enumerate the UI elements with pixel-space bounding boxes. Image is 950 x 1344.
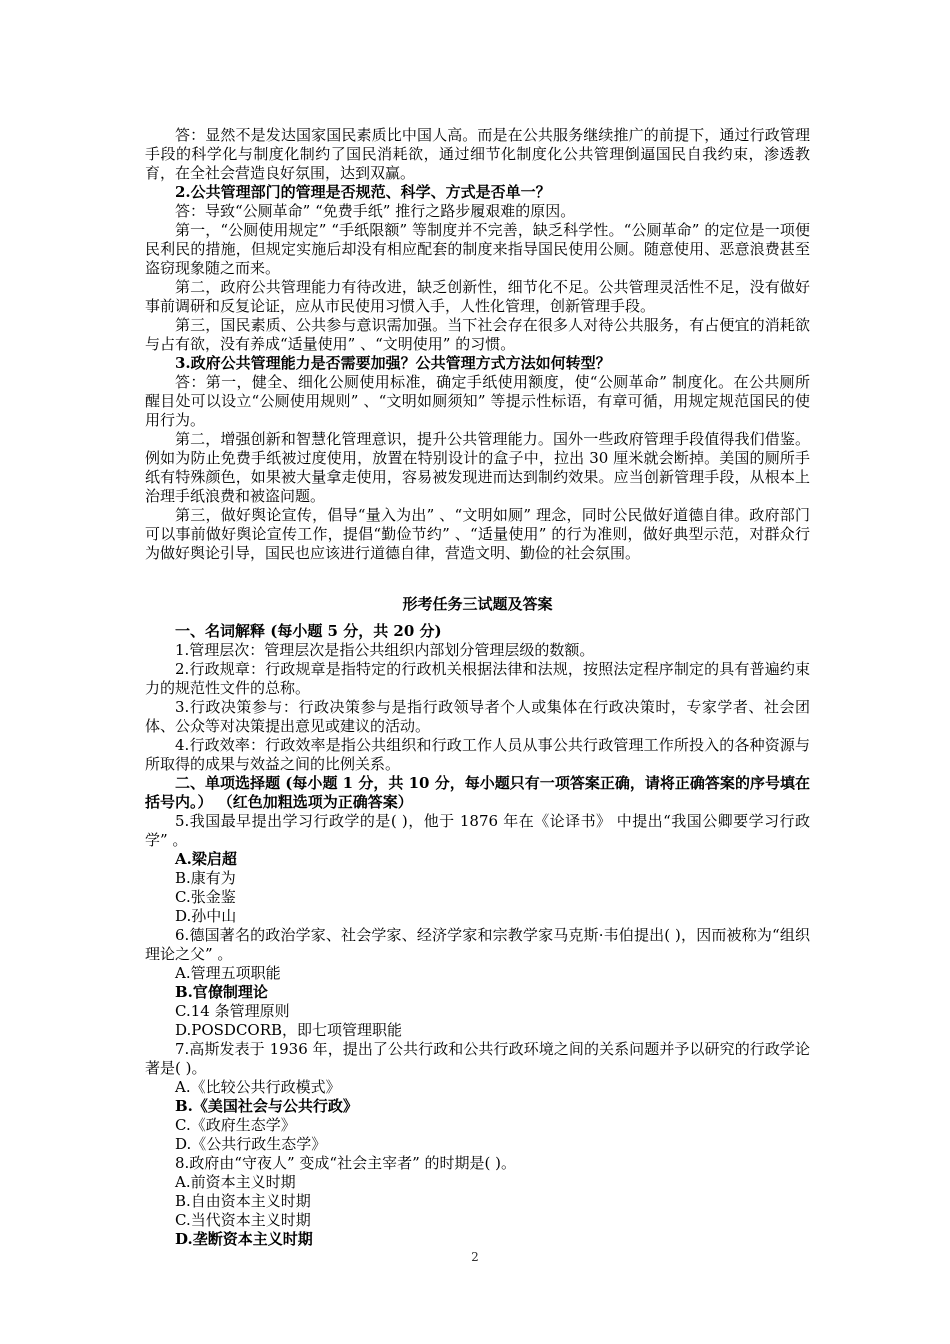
option-correct: D.垄断资本主义时期: [175, 1230, 313, 1248]
question-stem: 6.德国著名的政治学家、社会学家、经济学家和宗教学家马克斯·韦伯提出( )，因而被称为“组织理论之父” 。: [145, 926, 810, 963]
answer-paragraph: 第二，增强创新和智慧化管理意识，提升公共管理能力。国外一些政府管理手段值得我们借鉴。例如为防止免费手纸被过度使用，放置在特别设计的盒子中，拉出 30 厘米就会断掉。美国的厕所手纸有特殊颜色，如果被大量拿走使用，容易被发现进而达到制约效果。应当创新管理手段，从根本上治理手纸浪费和被盗问题。: [145, 430, 810, 505]
question-stem: 8.政府由“守夜人” 变成“社会主宰者” 的时期是( )。: [175, 1154, 516, 1172]
section-title: 形考任务三试题及答案: [402, 595, 553, 613]
term-definition: 2.行政规章：行政规章是指特定的行政机关根据法律和法规，按照法定程序制定的具有普遍约束力的规范性文件的总称。: [145, 660, 810, 697]
option: A.前资本主义时期: [175, 1173, 296, 1191]
answer-paragraph: 答：显然不是发达国家国民素质比中国人高。而是在公共服务继续推广的前提下，通过行政管理手段的科学化与制度化制约了国民消耗欲，通过细节化制度化公共管理倒逼国民自我约束，渗透教育，在全社会营造良好氛围，达到双赢。: [145, 126, 810, 182]
option-correct: B.《美国社会与公共行政》: [175, 1097, 358, 1115]
question-stem: 7.高斯发表于 1936 年，提出了公共行政和公共行政环境之间的关系问题并予以研究的行政学论著是( )。: [145, 1040, 810, 1077]
option: B.康有为: [175, 869, 236, 887]
answer-paragraph: 答：导致“公厕革命” “免费手纸” 推行之路步履艰难的原因。: [175, 202, 576, 220]
question-stem: 5.我国最早提出学习行政学的是( )，他于 1876 年在《论译书》 中提出“我国公卿要学习行政学” 。: [145, 812, 810, 849]
option: A.《比较公共行政模式》: [175, 1078, 341, 1096]
answer-paragraph: 第二，政府公共管理能力有待改进，缺乏创新性，细节化不足。公共管理灵活性不足，没有做好事前调研和反复论证，应从市民使用习惯入手，人性化管理，创新管理手段。: [145, 278, 810, 315]
answer-paragraph: 第三，做好舆论宣传，倡导“量入为出” 、“文明如厕” 理念，同时公民做好道德自律。政府部门可以事前做好舆论宣传工作，提倡“勤俭节约” 、“适量使用” 的行为准则，做好典型示范，对群众行为做好舆论引导，国民也应该进行道德自律，营造文明、勤俭的社会氛围。: [145, 506, 810, 562]
term-definition: 3.行政决策参与：行政决策参与是指行政领导者个人或集体在行政决策时，专家学者、社会团体、公众等对决策提出意见或建议的活动。: [145, 698, 810, 735]
option: A.管理五项职能: [175, 964, 281, 982]
option: D.孙中山: [175, 907, 237, 925]
question-heading: 3.政府公共管理能力是否需要加强？公共管理方式方法如何转型？: [175, 354, 611, 372]
term-definition: 4.行政效率：行政效率是指公共组织和行政工作人员从事公共行政管理工作所投入的各种资源与所取得的成果与效益之间的比例关系。: [145, 736, 810, 773]
answer-paragraph: 第三，国民素质、公共参与意识需加强。当下社会存在很多人对待公共服务，有占便宜的消耗欲与占有欲，没有养成“适量使用” 、“文明使用” 的习惯。: [145, 316, 810, 353]
document-page: [145, 126, 810, 1249]
option: D.POSDCORB，即七项管理职能: [175, 1021, 403, 1039]
option-correct: B.官僚制理论: [175, 983, 268, 1001]
option-correct: A.梁启超: [175, 850, 237, 868]
option: C.张金鉴: [175, 888, 236, 906]
answer-paragraph: 第一，“公厕使用规定” “手纸限额” 等制度并不完善，缺乏科学性。“公厕革命” 的定位是一项便民利民的措施，但规定实施后却没有相应配套的制度来指导国民使用公厕。随意使用、恶意浪费甚至盗窃现象随之而来。: [145, 221, 810, 277]
term-definition: 1.管理层次：管理层次是指公共组织内部划分管理层级的数额。: [175, 641, 595, 659]
answer-paragraph: 答：第一，健全、细化公厕使用标准，确定手纸使用额度，使“公厕革命” 制度化。在公共厕所醒目处可以设立“公厕使用规则” 、“文明如厕须知” 等提示性标语，有章可循，用规定规范国民的使用行为。: [145, 373, 810, 429]
option: B.自由资本主义时期: [175, 1192, 311, 1210]
part-heading: 一、名词解释 (每小题 5 分，共 20 分): [175, 622, 442, 640]
option: D.《公共行政生态学》: [175, 1135, 327, 1153]
option: C.《政府生态学》: [175, 1116, 296, 1134]
page-number: 2: [471, 1250, 479, 1264]
option: C.14 条管理原则: [175, 1002, 290, 1020]
question-heading: 2.公共管理部门的管理是否规范、科学、方式是否单一？: [175, 183, 551, 201]
part-heading: 二、单项选择题 (每小题 1 分，共 10 分，每小题只有一项答案正确，请将正确答案的序号填在括号内。） （红色加粗选项为正确答案）: [145, 774, 810, 811]
option: C.当代资本主义时期: [175, 1211, 311, 1229]
